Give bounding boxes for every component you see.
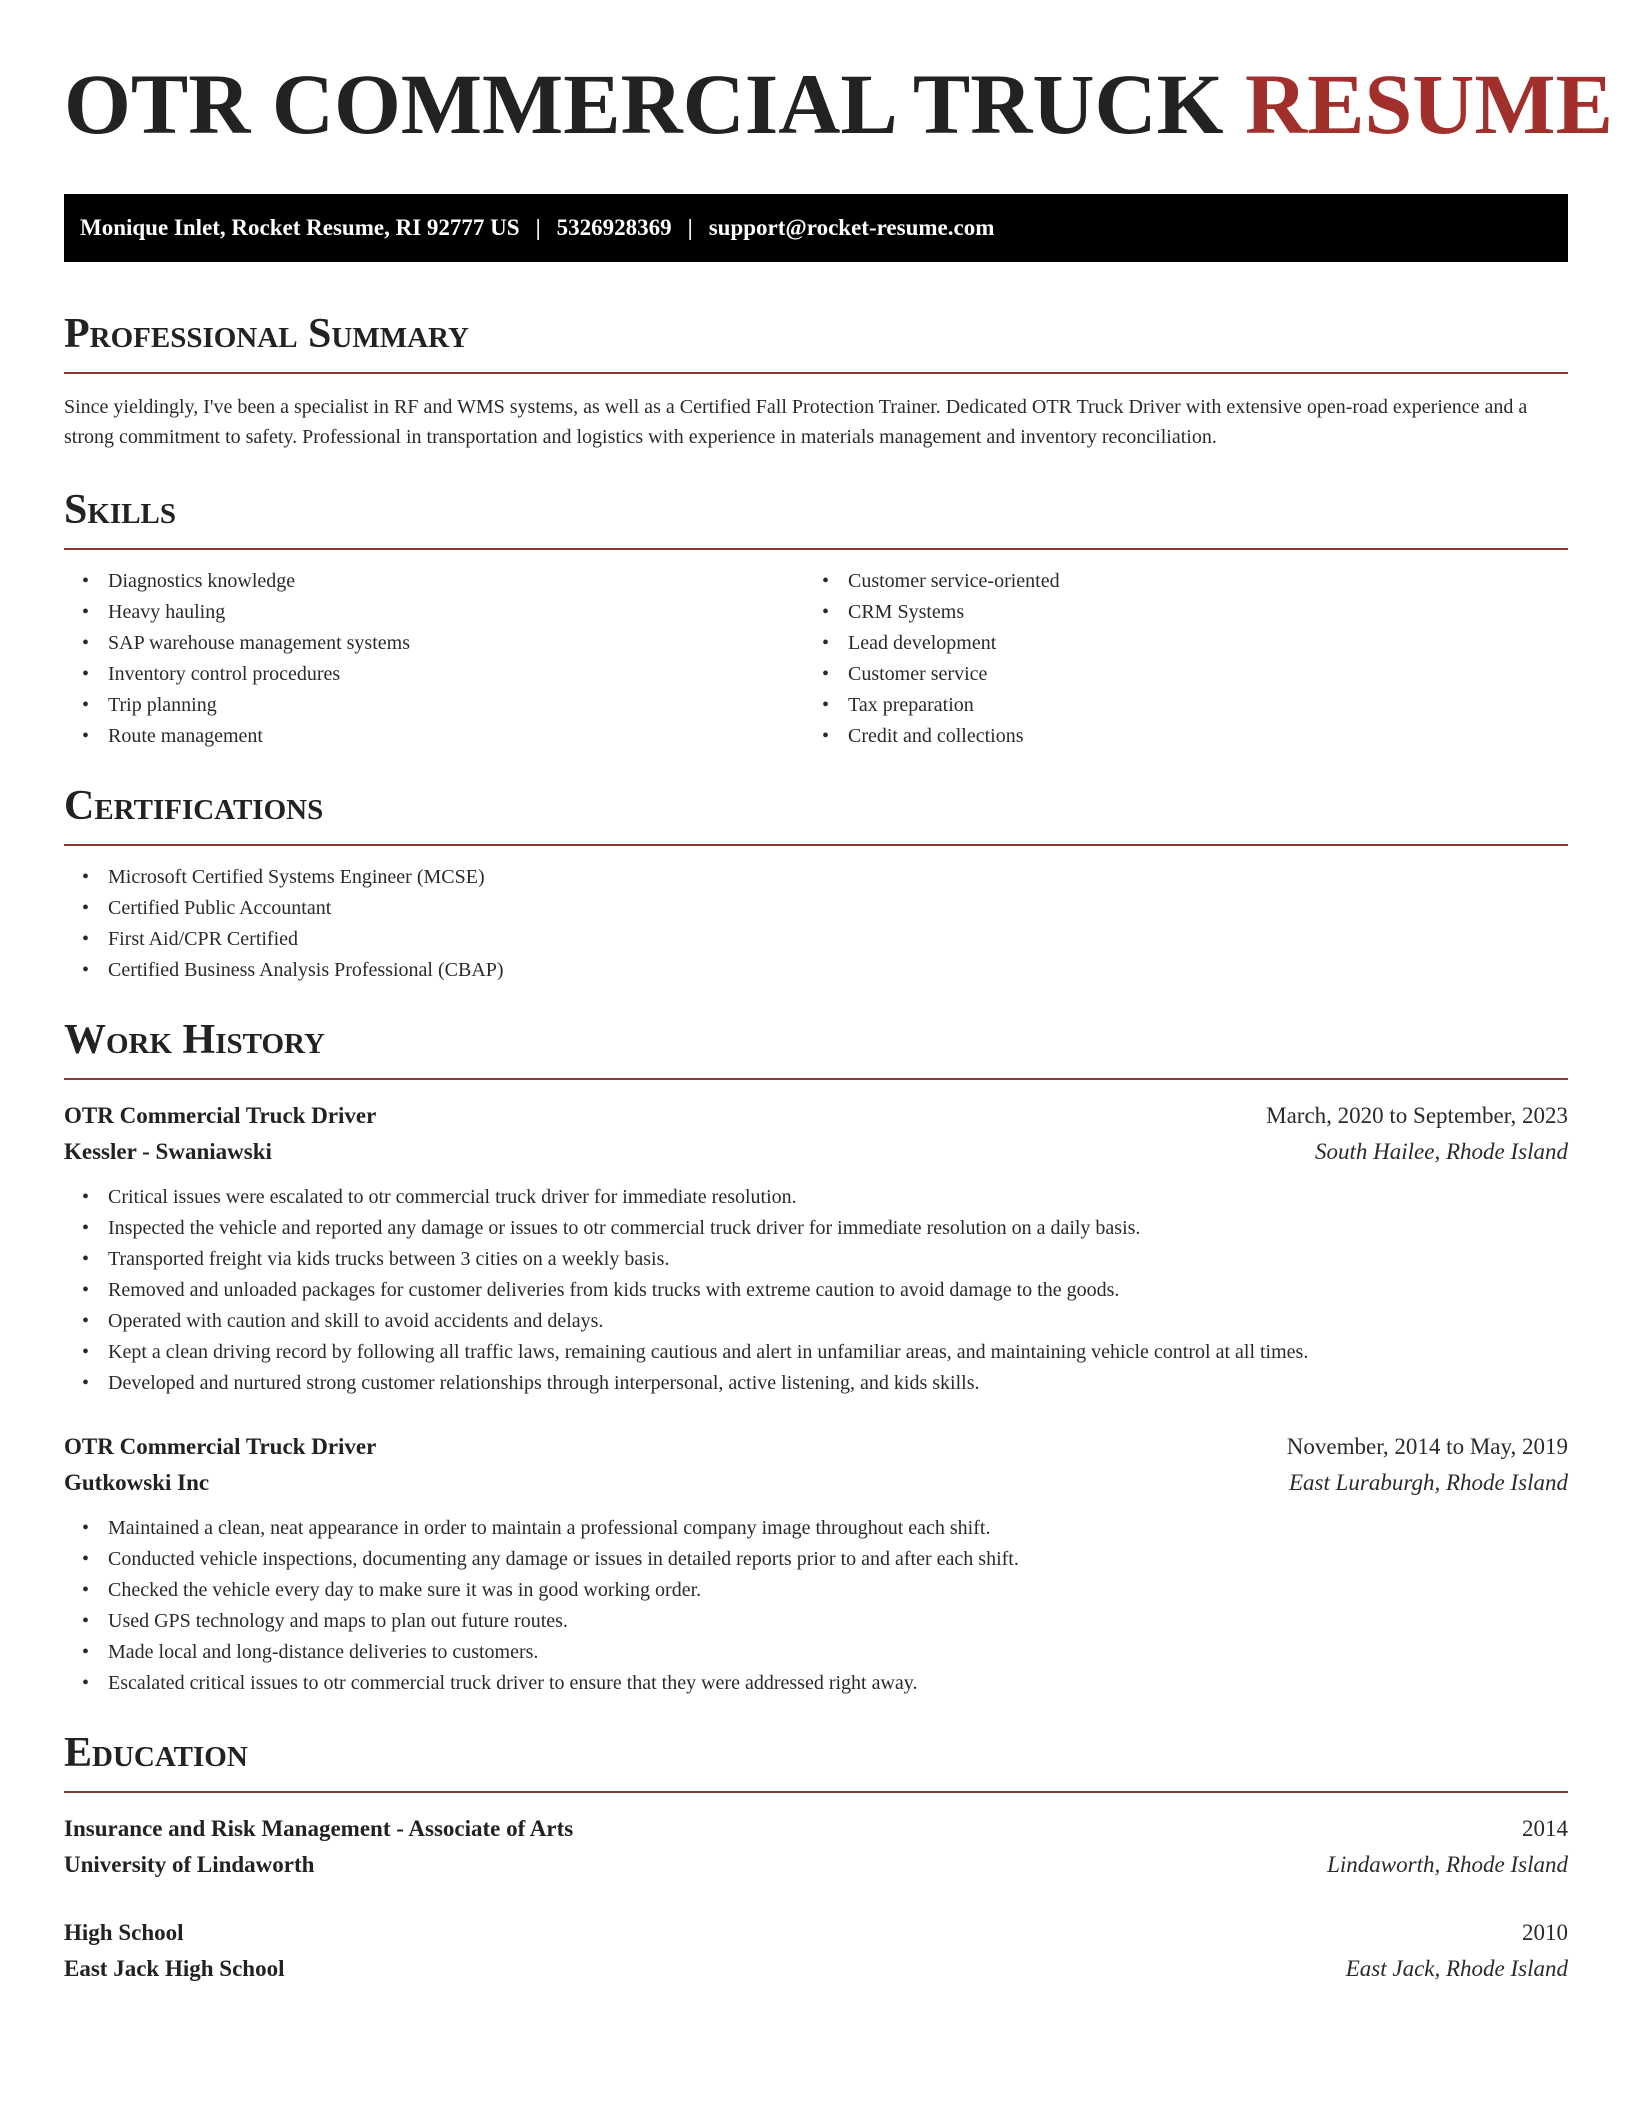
- education-entry: [64, 1915, 1568, 1987]
- skill-item: • Inventory control procedures: [64, 659, 804, 690]
- section-heading: Skills: [64, 487, 177, 533]
- education-entry: [64, 1811, 1568, 1883]
- resume-title: [64, 0, 1613, 154]
- job-duties-list: [64, 1513, 1568, 1699]
- certifications-section: [64, 782, 1568, 986]
- certifications-list: [64, 862, 1568, 986]
- skill-item: • Diagnostics knowledge: [64, 566, 804, 597]
- job-duty: • Used GPS technology and maps to plan out future routes.: [64, 1606, 1568, 1637]
- certification-item: • Certified Business Analysis Professional (CBAP): [64, 955, 1568, 986]
- job-company: Kessler - Swaniawski: [64, 1139, 272, 1164]
- skill-item: • CRM Systems: [804, 597, 1544, 628]
- job-duty: • Transported freight via kids trucks between 3 cities on a weekly basis.: [64, 1244, 1568, 1275]
- job-location: South Hailee, Rhode Island: [1315, 1139, 1568, 1164]
- section-heading: Work History: [64, 1017, 325, 1063]
- skills-list-left: [64, 566, 804, 752]
- job-duty: • Checked the vehicle every day to make sure it was in good working order.: [64, 1575, 1568, 1606]
- skill-item: • SAP warehouse management systems: [64, 628, 804, 659]
- job-duty: • Made local and long-distance deliveries to customers.: [64, 1637, 1568, 1668]
- job-duty: • Escalated critical issues to otr commercial truck driver to ensure that they were addressed right away.: [64, 1668, 1568, 1699]
- title-accent: RESUME: [1245, 56, 1613, 152]
- certification-item: • Microsoft Certified Systems Engineer (MCSE): [64, 862, 1568, 893]
- skills-section: [64, 486, 1568, 752]
- certification-item: • Certified Public Accountant: [64, 893, 1568, 924]
- education-location: Lindaworth, Rhode Island: [1327, 1852, 1568, 1877]
- education-location: East Jack, Rhode Island: [1345, 1956, 1568, 1981]
- job-entry: [64, 1098, 1568, 1399]
- education-year: 2014: [1522, 1816, 1568, 1841]
- job-duty: • Removed and unloaded packages for customer deliveries from kids trucks with extreme caution to avoid damage to the goods.: [64, 1275, 1568, 1306]
- job-duty: • Critical issues were escalated to otr commercial truck driver for immediate resolution.: [64, 1182, 1568, 1213]
- work-history-section: [64, 1016, 1568, 1699]
- job-title: OTR Commercial Truck Driver: [64, 1103, 377, 1128]
- education-degree: High School: [64, 1920, 184, 1945]
- section-divider: [64, 1791, 1568, 1793]
- job-dates: March, 2020 to September, 2023: [1266, 1103, 1568, 1128]
- skill-item: • Customer service-oriented: [804, 566, 1544, 597]
- job-duty: • Operated with caution and skill to avoid accidents and delays.: [64, 1306, 1568, 1337]
- title-main: OTR COMMERCIAL TRUCK: [64, 56, 1224, 152]
- skill-item: • Lead development: [804, 628, 1544, 659]
- skill-item: • Heavy hauling: [64, 597, 804, 628]
- education-school: East Jack High School: [64, 1956, 285, 1981]
- skill-item: • Route management: [64, 721, 804, 752]
- contact-email: support@rocket-resume.com: [708, 215, 995, 240]
- section-divider: [64, 844, 1568, 846]
- job-dates: November, 2014 to May, 2019: [1286, 1434, 1568, 1459]
- job-duty: • Conducted vehicle inspections, documenting any damage or issues in detailed reports prior to and after each shift.: [64, 1544, 1568, 1575]
- education-section: [64, 1729, 1568, 1987]
- education-degree: Insurance and Risk Management - Associate of Arts: [64, 1816, 574, 1841]
- summary-text: Since yieldingly, I've been a specialist in RF and WMS systems, as well as a Certified Fall Protection Trainer. Dedicated OTR Truck Driver with extensive open-road experience and a strong commitment to safety. Professional in transportation and logistics with experience in materials management and inventory reconciliation.: [64, 396, 1528, 448]
- contact-address: Monique Inlet, Rocket Resume, RI 92777 US: [80, 215, 520, 240]
- education-year: 2010: [1522, 1920, 1568, 1945]
- skill-item: • Customer service: [804, 659, 1544, 690]
- contact-separator: |: [687, 215, 693, 240]
- skill-item: • Tax preparation: [804, 690, 1544, 721]
- section-divider: [64, 372, 1568, 374]
- job-title: OTR Commercial Truck Driver: [64, 1434, 377, 1459]
- section-divider: [64, 1078, 1568, 1080]
- section-heading: Professional Summary: [64, 311, 469, 357]
- skill-item: • Trip planning: [64, 690, 804, 721]
- contact-bar: [64, 194, 1568, 262]
- section-heading: Certifications: [64, 783, 324, 829]
- job-duty: • Inspected the vehicle and reported any damage or issues to otr commercial truck driver for immediate resolution on a daily basis.: [64, 1213, 1568, 1244]
- section-divider: [64, 548, 1568, 550]
- contact-phone: 5326928369: [556, 215, 672, 240]
- contact-separator: |: [535, 215, 541, 240]
- job-location: East Luraburgh, Rhode Island: [1289, 1470, 1568, 1495]
- professional-summary-section: [64, 310, 1568, 452]
- job-duties-list: [64, 1182, 1568, 1399]
- skill-item: • Credit and collections: [804, 721, 1544, 752]
- education-school: University of Lindaworth: [64, 1852, 315, 1877]
- skills-list-right: [804, 566, 1544, 752]
- job-duty: • Kept a clean driving record by following all traffic laws, remaining cautious and alert in unfamiliar areas, and maintaining vehicle control at all times.: [64, 1337, 1568, 1368]
- job-company: Gutkowski Inc: [64, 1470, 210, 1495]
- job-duty: • Maintained a clean, neat appearance in order to maintain a professional company image throughout each shift.: [64, 1513, 1568, 1544]
- certification-item: • First Aid/CPR Certified: [64, 924, 1568, 955]
- job-duty: • Developed and nurtured strong customer relationships through interpersonal, active listening, and kids skills.: [64, 1368, 1568, 1399]
- section-heading: Education: [64, 1730, 248, 1776]
- job-entry: [64, 1429, 1568, 1699]
